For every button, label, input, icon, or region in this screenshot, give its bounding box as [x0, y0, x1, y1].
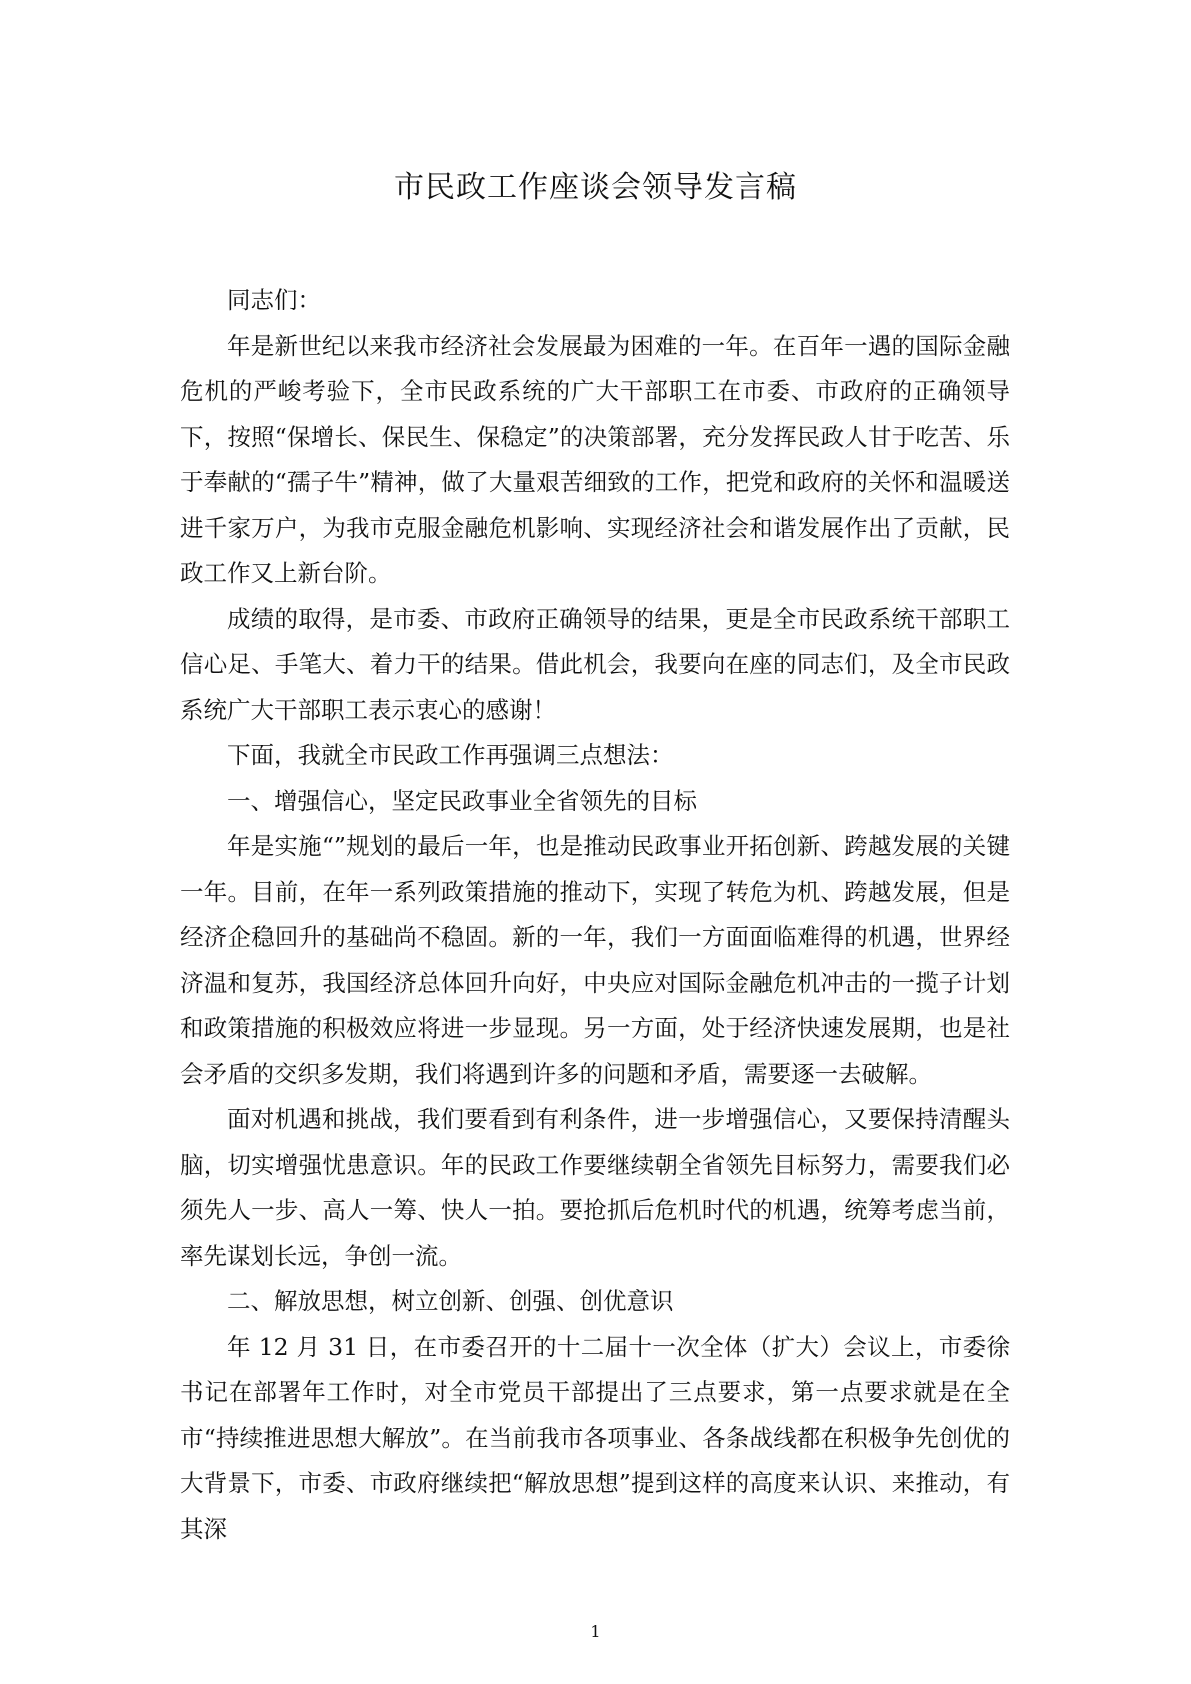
paragraph-2: 成绩的取得，是市委、市政府正确领导的结果，更是全市民政系统干部职工信心足、手笔大、着力干的结果。借此机会，我要向在座的同志们，及全市民政系统广大干部职工表示衷心的感谢！	[180, 604, 1010, 724]
document-body	[180, 278, 1010, 1552]
document-title: 市民政工作座谈会领导发言稿	[394, 170, 797, 205]
section-heading-1: 一、增强信心，坚定民政事业全省领先的目标	[227, 786, 697, 815]
section-heading-2: 二、解放思想，树立创新、创强、创优意识	[227, 1287, 674, 1315]
paragraph-4: 年是实施“”规划的最后一年，也是推动民政事业开拓创新、跨越发展的关键一年。目前，在年一系列政策措施的推动下，实现了转危为机、跨越发展，但是经济企稳回升的基础尚不稳固。新的一年，我们一方面面临难得的机遇，世界经济温和复苏，我国经济总体回升向好，中央应对国际金融危机冲击的一揽子计划和政策措施的积极效应将进一步显现。另一方面，处于经济快速发展期，也是社会矛盾的交织多发期，我们将遇到许多的问题和矛盾，需要逐一去破解。	[180, 832, 1010, 1088]
paragraph-3: 下面，我就全市民政工作再强调三点想法：	[227, 741, 674, 769]
paragraph-salutation: 同志们：	[227, 286, 321, 314]
paragraph-1: 年是新世纪以来我市经济社会发展最为困难的一年。在百年一遇的国际金融危机的严峻考验下，全市民政系统的广大干部职工在市委、市政府的正确领导下，按照“保增长、保民生、保稳定”的决策部署，充分发挥民政人甘于吃苦、乐于奉献的“孺子牛”精神，做了大量艰苦细致的工作，把党和政府的关怀和温暖送进千家万户，为我市克服金融危机影响、实现经济社会和谐发展作出了贡献，民政工作又上新台阶。	[180, 331, 1010, 587]
page-number: 1	[590, 1622, 601, 1641]
paragraph-6: 年 12 月 31 日，在市委召开的十二届十一次全体（扩大）会议上，市委徐书记在部署年工作时，对全市党员干部提出了三点要求，第一点要求就是在全市“持续推进思想大解放”。在当前我市各项事业、各条战线都在积极争先创优的大背景下，市委、市政府继续把“解放思想”提到这样的高度来认识、来推动，有其深	[180, 1332, 1010, 1543]
paragraph-5: 面对机遇和挑战，我们要看到有利条件，进一步增强信心，又要保持清醒头脑，切实增强忧患意识。年的民政工作要继续朝全省领先目标努力，需要我们必须先人一步、高人一筹、快人一拍。要抢抓后危机时代的机遇，统筹考虑当前，率先谋划长远，争创一流。	[180, 1105, 1010, 1270]
